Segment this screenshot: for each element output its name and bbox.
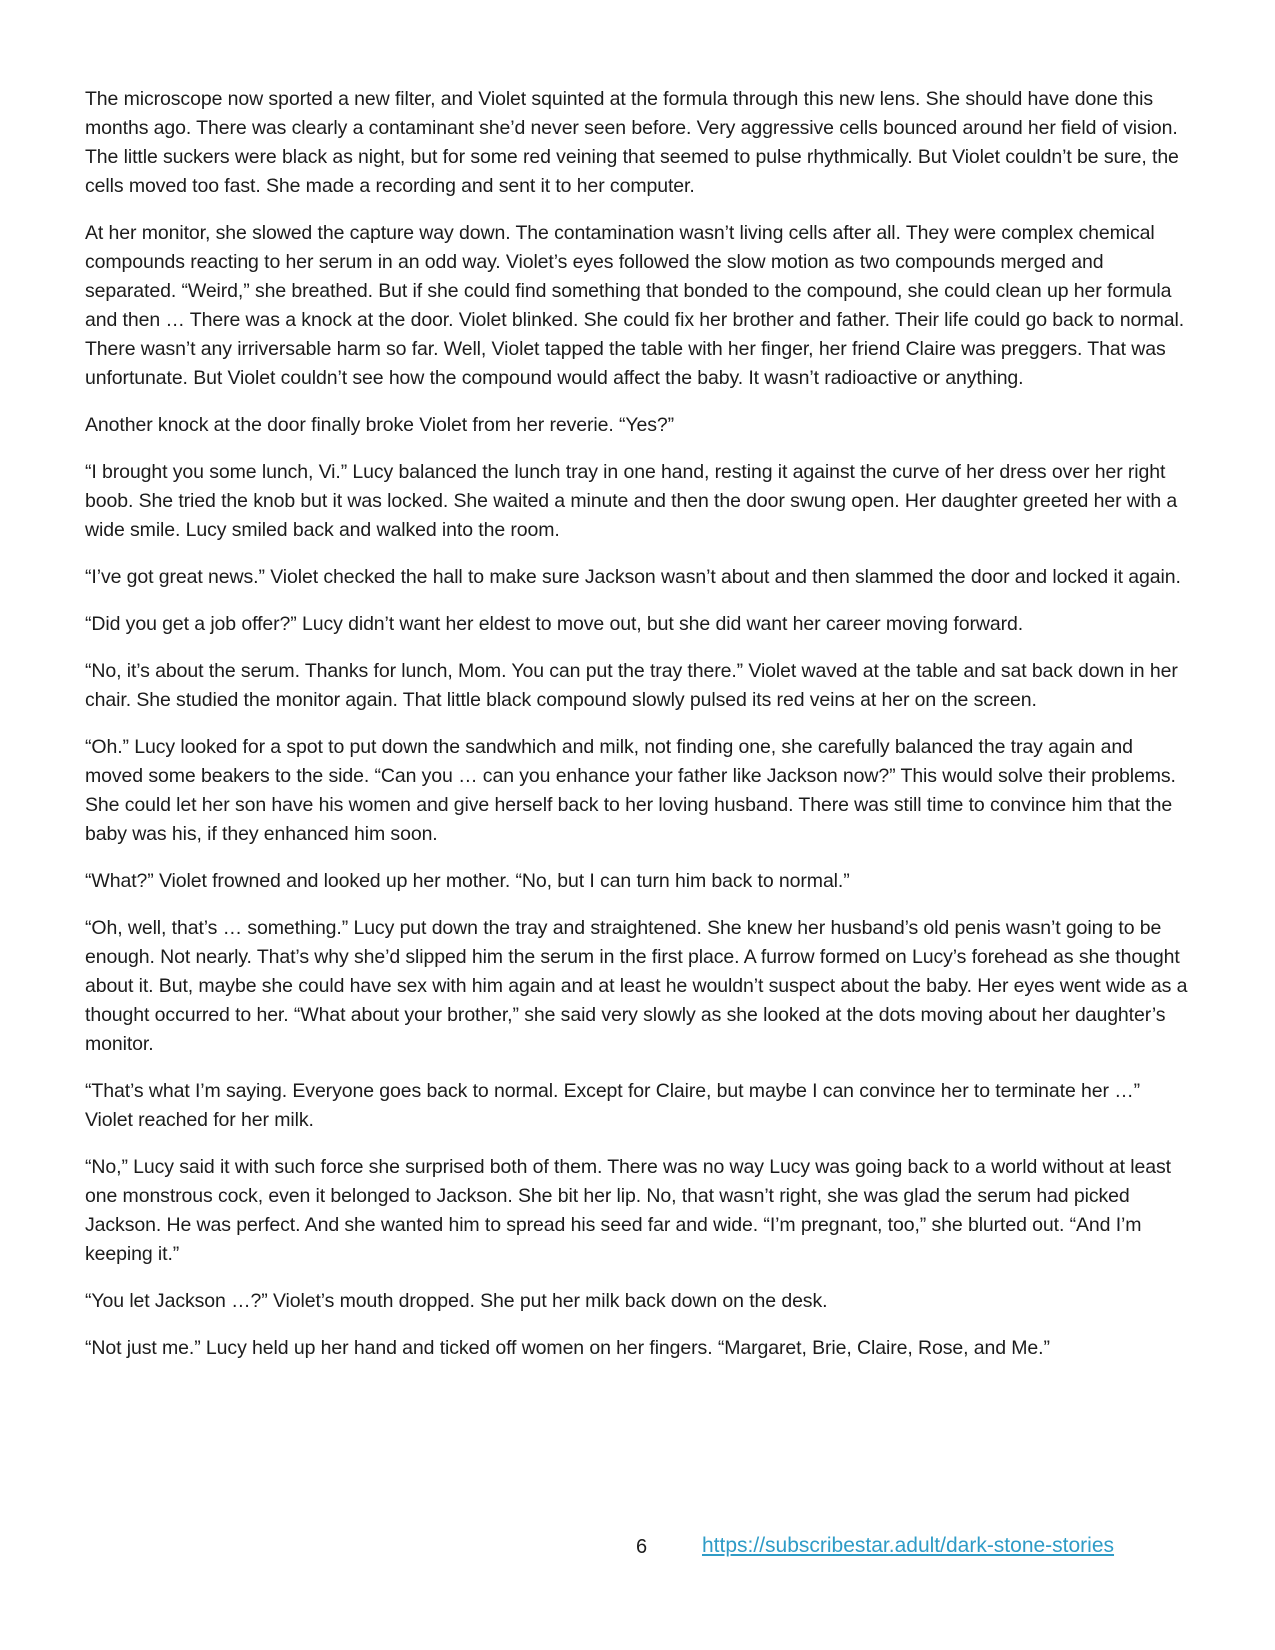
paragraph-4: “I brought you some lunch, Vi.” Lucy balanced the lunch tray in one hand, resting it against the curve of her dress over her right boob. She tried the knob but it was locked. She waited a minute and then the door swung open. Her daughter greeted her with a wide smile. Lucy smiled back and walked into the room. <box>85 461 1178 541</box>
paragraph-3: Another knock at the door finally broke Violet from her reverie. “Yes?” <box>85 414 675 436</box>
subscribestar-link[interactable]: https://subscribestar.adult/dark-stone-stories <box>702 1534 1115 1557</box>
paragraph-6: “Did you get a job offer?” Lucy didn’t want her eldest to move out, but she did want her career moving forward. <box>85 613 1024 635</box>
paragraph-12: “No,” Lucy said it with such force she surprised both of them. There was no way Lucy was going back to a world without at least one monstrous cock, even it belonged to Jackson. She bit her lip. No, that wasn’t right, she was glad the serum had picked Jackson. He was perfect. And she wanted him to spread his seed far and wide. “I’m pregnant, too,” she blurted out. “And I’m keeping it.” <box>85 1156 1171 1265</box>
paragraph-5: “I’ve got great news.” Violet checked the hall to make sure Jackson wasn’t about and then slammed the door and locked it again. <box>85 566 1181 588</box>
paragraph-9: “What?” Violet frowned and looked up her mother. “No, but I can turn him back to normal.” <box>85 870 850 892</box>
paragraph-8: “Oh.” Lucy looked for a spot to put down the sandwhich and milk, not finding one, she carefully balanced the tray again and moved some beakers to the side. “Can you … can you enhance your father like Jackson now?” This would solve their problems. She could let her son have his women and give herself back to her loving husband. There was still time to convince him that the baby was his, if they enhanced him soon. <box>85 736 1176 845</box>
paragraph-7: “No, it’s about the serum. Thanks for lunch, Mom. You can put the tray there.” Violet waved at the table and sat back down in her chair. She studied the monitor again. That little black compound slowly pulsed its red veins at her on the screen. <box>85 660 1178 711</box>
page-number: 6 <box>636 1536 648 1558</box>
paragraph-1: The microscope now sported a new filter, and Violet squinted at the formula through this new lens. She should have done this months ago. There was clearly a contaminant she’d never seen before. Very aggressive cells bounced around her field of vision. The little suckers were black as night, but for some red veining that seemed to pulse rhythmically. But Violet couldn’t be sure, the cells moved too fast. She made a recording and sent it to her computer. <box>85 88 1179 197</box>
paragraph-2: At her monitor, she slowed the capture way down. The contamination wasn’t living cells after all. They were complex chemical compounds reacting to her serum in an odd way. Violet’s eyes followed the slow motion as two compounds merged and separated. “Weird,” she breathed. But if she could find something that bonded to the compound, she could clean up her formula and then … There was a knock at the door. Violet blinked. She could fix her brother and father. Their life could go back to normal. There wasn’t any irriversable harm so far. Well, Violet tapped the table with her finger, her friend Claire was preggers. That was unfortunate. But Violet couldn’t see how the compound would affect the baby. It wasn’t radioactive or anything. <box>85 222 1185 389</box>
page-footer <box>0 1534 1275 1568</box>
paragraph-13: “You let Jackson …?” Violet’s mouth dropped. She put her milk back down on the desk. <box>85 1290 828 1312</box>
paragraph-14: “Not just me.” Lucy held up her hand and ticked off women on her fingers. “Margaret, Brie, Claire, Rose, and Me.” <box>85 1337 1050 1359</box>
story-text <box>85 85 1193 1381</box>
paragraph-11: “That’s what I’m saying. Everyone goes back to normal. Except for Claire, but maybe I can convince her to terminate her …” Violet reached for her milk. <box>85 1080 1141 1131</box>
paragraph-10: “Oh, well, that’s … something.” Lucy put down the tray and straightened. She knew her husband’s old penis wasn’t going to be enough. Not nearly. That’s why she’d slipped him the serum in the first place. A furrow formed on Lucy’s forehead as she thought about it. But, maybe she could have sex with him again and at least he wouldn’t suspect about the baby. Her eyes went wide as a thought occurred to her. “What about your brother,” she said very slowly as she looked at the dots moving about her daughter’s monitor. <box>85 917 1188 1055</box>
